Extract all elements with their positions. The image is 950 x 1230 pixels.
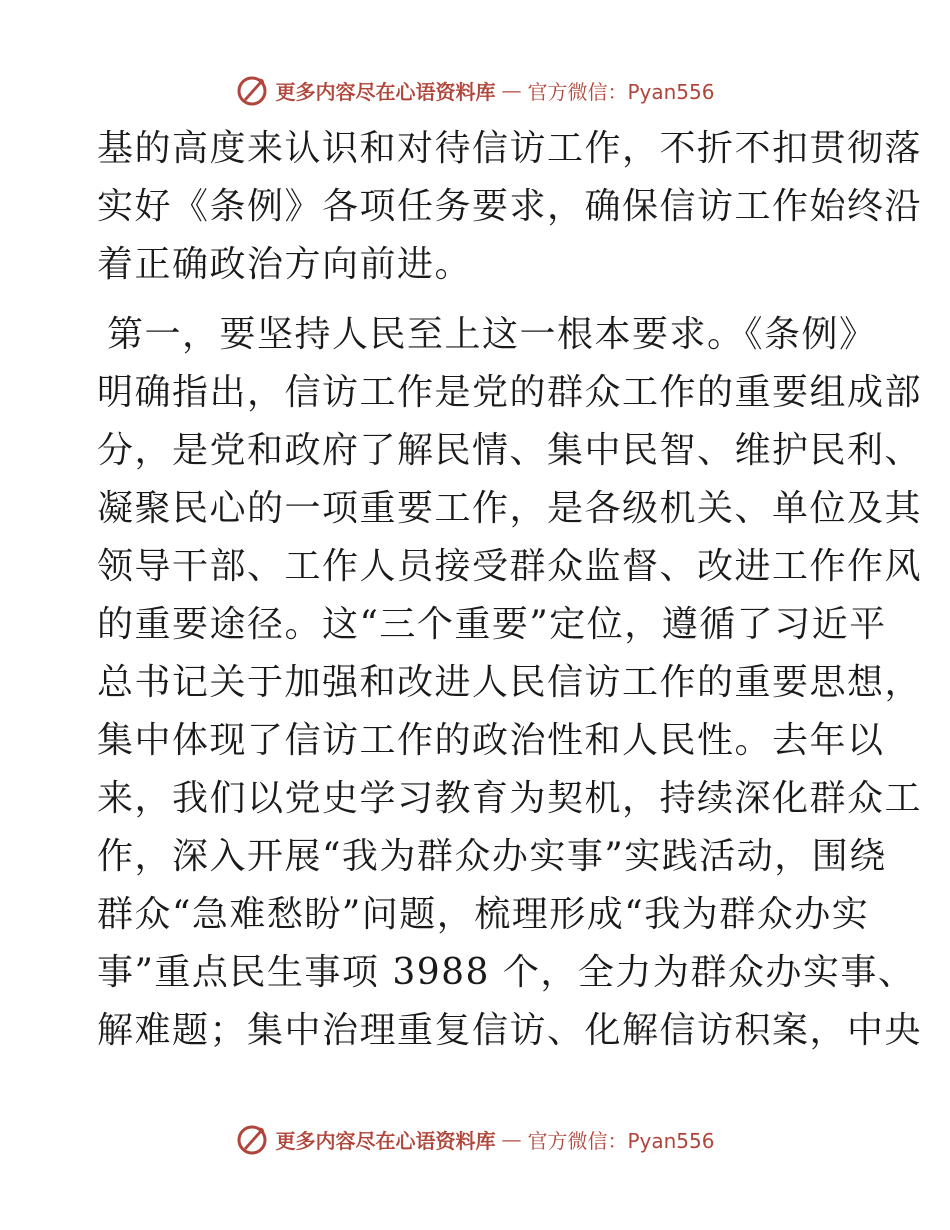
- text-line: 第一，要坚持人民至上这一根本要求。《条例》: [107, 314, 877, 355]
- watermark-separator: —: [501, 78, 522, 102]
- footer-watermark: [0, 1119, 950, 1159]
- paragraph: [97, 306, 923, 1060]
- text-line: 凝聚民心的一项重要工作，是各级机关、单位及其: [97, 488, 923, 529]
- text-line: 基的高度来认识和对待信访工作，不折不扣贯彻落: [97, 128, 923, 169]
- quill-pen-logo-icon: [235, 1122, 269, 1156]
- text-line: 的重要途径。这“三个重要”定位，遵循了习近平: [97, 604, 887, 645]
- text-line: 事”重点民生事项 3988 个，全力为群众办实事、: [97, 952, 916, 993]
- text-line: 领导干部、工作人员接受群众监督、改进工作作风: [97, 546, 923, 587]
- document-body: [97, 120, 923, 1060]
- header-watermark: [0, 70, 950, 110]
- paragraph: [97, 120, 923, 294]
- text-line: 明确指出，信访工作是党的群众工作的重要组成部: [97, 372, 923, 413]
- watermark-separator: —: [501, 1127, 522, 1151]
- text-line: 总书记关于加强和改进人民信访工作的重要思想，: [97, 662, 923, 703]
- text-line: 群众“急难愁盼”问题，梳理形成“我为群众办实: [97, 894, 870, 935]
- text-line: 着正确政治方向前进。: [97, 244, 473, 285]
- watermark-title: 更多内容尽在心语资料库: [275, 79, 496, 104]
- paragraph-gap: [97, 294, 853, 306]
- text-line: 解难题；集中治理重复信访、化解信访积案，中央: [97, 1010, 923, 1051]
- text-line: 作，深入开展“我为群众办实事”实践活动，围绕: [97, 836, 887, 877]
- quill-pen-logo-icon: [235, 73, 269, 107]
- watermark-wechat: 官方微信：Pyan556: [527, 1128, 715, 1153]
- watermark-wechat: 官方微信：Pyan556: [527, 79, 715, 104]
- text-line: 分，是党和政府了解民情、集中民智、维护民利、: [97, 430, 923, 471]
- watermark-title: 更多内容尽在心语资料库: [275, 1128, 496, 1153]
- text-line: 来，我们以党史学习教育为契机，持续深化群众工: [97, 778, 923, 819]
- text-line: 集中体现了信访工作的政治性和人民性。去年以: [97, 720, 885, 761]
- text-line: 实好《条例》各项任务要求，确保信访工作始终沿: [97, 186, 923, 227]
